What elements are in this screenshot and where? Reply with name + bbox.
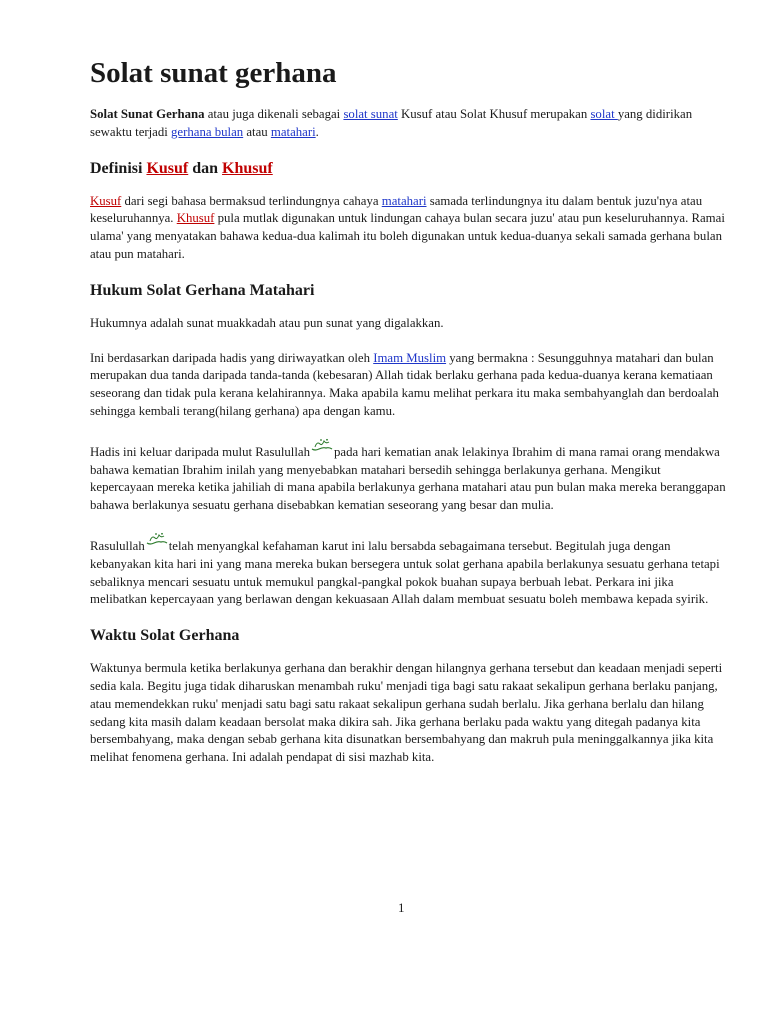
link-matahari-definisi[interactable]: matahari bbox=[381, 193, 427, 208]
section-heading-definisi: Definisi Kusuf dan Khusuf bbox=[90, 159, 273, 177]
link-khusuf[interactable]: Khusuf bbox=[176, 211, 215, 226]
article-body bbox=[90, 55, 726, 784]
link-kusuf[interactable]: Kusuf bbox=[90, 193, 122, 208]
link-kusuf-heading[interactable]: Kusuf bbox=[146, 159, 189, 177]
section-heading-waktu: Waktu Solat Gerhana bbox=[90, 627, 240, 645]
intro-bold-term: Solat Sunat Gerhana bbox=[90, 107, 205, 121]
page-number: 1 bbox=[398, 900, 405, 915]
page-title: Solat sunat gerhana bbox=[90, 57, 337, 89]
waktu-paragraph: Waktunya bermula ketika berlakunya gerhana dan berakhir dengan hilangnya gerhana tersebut dan keadaan menjadi seperti sedia kala. Begitu juga tidak diharuskan menambah ruku' menjadi tiga bagi satu rakaat sekalipun gerhana berlaku panjang, atau memendekkan ruku' menjadi satu bagi satu rakaat sekalipun gerhana sudah berlalu. Jika gerhana berlalu dan hilang sedang kita masih dalam keadaan bersolat maka dikira sah. Jika gerhana berlaku pada waktu yang ditegah padanya kita bersembahyang, maka dengan sebab gerhana kita disunatkan bersembahyang dan makruh pula meninggalkannya jika kita melihat fenomena gerhana. Ini adalah pendapat di sisi mazhab kita. bbox=[90, 661, 723, 765]
salawat-calligraphy-icon bbox=[311, 438, 333, 452]
intro-paragraph: Solat Sunat Gerhana atau juga dikenali sebagai solat sunat Kusuf atau Solat Khusuf merupakan solat yang didirikan sewaktu terjadi gerhana bulan atau matahari. bbox=[90, 107, 693, 139]
link-imam-muslim[interactable]: Imam Muslim bbox=[373, 350, 447, 365]
hukum-paragraph-4: Rasulullah telah menyangkal kefahaman karut ini lalu bersabda sebagaimana tersebut. Begitulah juga dengan kebanyakan kita hari ini yang mana mereka bukan bersegera untuk solat gerhana apabila berlakunya sesuatu gerhana tetapi sebaliknya mencari sesuatu untuk memukul pangkal-pangkal pokok buahan supaya berbuah lebat. Perkara ini jika melibatkan kepercayaan yang berlawan dengan kekuasaan Allah dalam membuat sesuatu boleh membawa kepada syirik. bbox=[90, 532, 726, 609]
link-solat[interactable]: solat bbox=[590, 107, 618, 121]
link-solat-sunat[interactable]: solat sunat bbox=[343, 107, 398, 121]
definisi-paragraph: Kusuf dari segi bahasa bermaksud terlindungnya cahaya matahari samada terlindungnya itu dalam bentuk juzu'nya atau keseluruhannya. Khusuf pula mutlak digunakan untuk lindungan cahaya bulan secara juzu' atau pun keseluruhannya. Ramai ulama' yang menyatakan bahawa kedua-dua kalimah itu boleh digunakan untuk kedua-duanya sekali samada gerhana bulan atau pun matahari. bbox=[90, 193, 725, 261]
hukum-paragraph-1: Hukumnya adalah sunat muakkadah atau pun sunat yang digalakkan. bbox=[90, 315, 444, 330]
link-khusuf-heading[interactable]: Khusuf bbox=[222, 159, 273, 177]
hukum-paragraph-2: Ini berdasarkan daripada hadis yang diriwayatkan oleh Imam Muslim yang bermakna : Sesungguhnya matahari dan bulan merupakan dua tanda daripada tanda-tanda (kebesaran) Allah tidak berlaku gerhana pada kedua-duanya kerana kematiaan seseorang dan tidak pula kerana kelahirannya. Maka apabila kamu melihat perkara itu maka sembahyanglah dan berdoalah sehingga kembali terang(hilang gerhana) apa dengan kamu. bbox=[90, 350, 719, 418]
link-gerhana-bulan[interactable]: gerhana bulan bbox=[171, 124, 244, 139]
hukum-paragraph-3: Hadis ini keluar daripada mulut Rasulullah pada hari kematian anak lelakinya Ibrahim di mana ramai orang mendakwa bahawa kematian Ibrahim inilah yang menyebabkan matahari bersedih sehingga berlakunya gerhana. Mengikut kepercayaan mereka ketika jahiliah di mana apabila berlakunya gerhana matahari atau pun bulan maka mereka beranggapan bahawa berlakunya sesuatu gerhana disebabkan kematian seseorang yang besar dan mulia. bbox=[90, 438, 726, 515]
salawat-calligraphy-icon bbox=[146, 532, 168, 546]
link-matahari[interactable]: matahari bbox=[270, 124, 316, 139]
section-heading-hukum: Hukum Solat Gerhana Matahari bbox=[90, 281, 315, 299]
